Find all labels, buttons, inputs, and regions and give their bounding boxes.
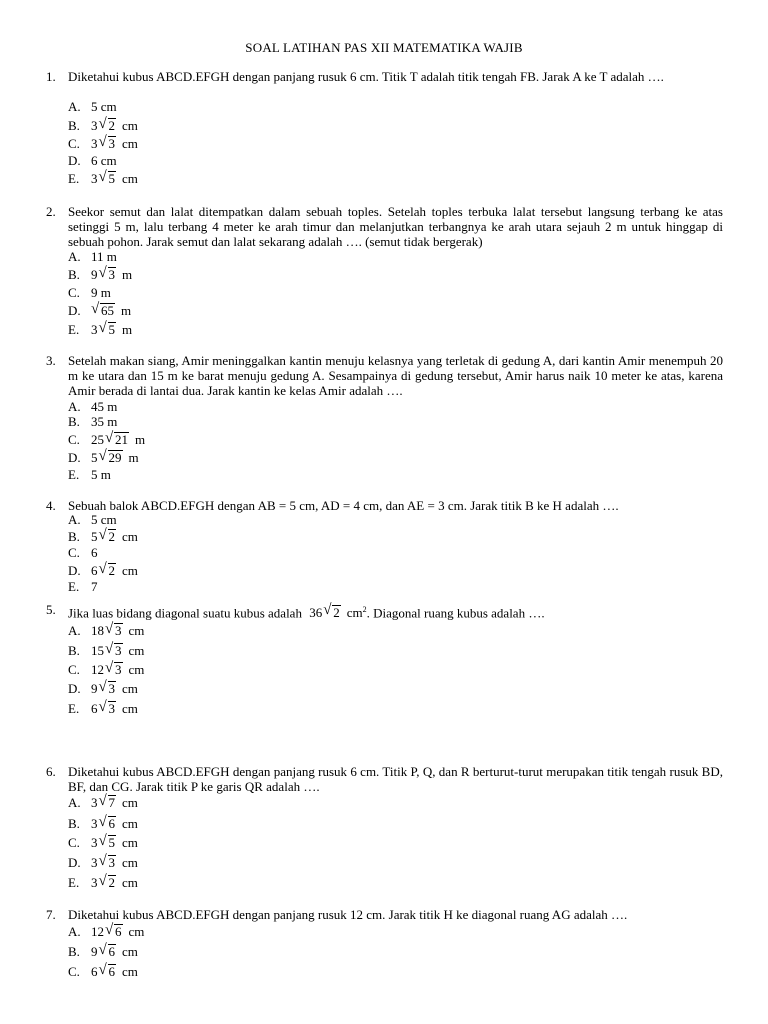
option-a: A. 11 m <box>68 249 117 264</box>
question-number: 3. <box>46 353 56 368</box>
option-c: C. 25 √ 21 m <box>68 430 146 447</box>
option-e: E. 3 √ 2 cm <box>68 873 138 890</box>
option-e: E. 3 √ 5 cm <box>68 169 138 186</box>
option-e: E. 3 √ 5 m <box>68 320 133 337</box>
option-b: B. 5 √ 2 cm <box>68 527 138 544</box>
question-number: 4. <box>46 498 56 513</box>
option-b: B. 9 √ 6 cm <box>68 942 138 959</box>
question-number: 6. <box>46 764 56 779</box>
option-c: C. 6 <box>68 545 98 560</box>
page-title: SOAL LATIHAN PAS XII MATEMATIKA WAJIB <box>245 40 523 55</box>
option-d: D. 6 cm <box>68 153 117 168</box>
question-text: Diketahui kubus ABCD.EFGH dengan panjang rusuk 6 cm. Titik T adalah titik tengah FB. Jarak A ke T adalah …. <box>68 69 664 84</box>
option-d: D. 9 √ 3 cm <box>68 679 138 696</box>
question-number: 2. <box>46 204 56 219</box>
question-text: Jika luas bidang diagonal suatu kubus adalah 36 √ 2 $cm^2$. Diagonal ruang kubus adalah …. <box>68 602 545 621</box>
option-e: E. 7 <box>68 579 98 594</box>
option-b: B. 9 √ 3 m <box>68 265 133 282</box>
question-text: Diketahui kubus ABCD.EFGH dengan panjang rusuk 12 cm. Jarak titik H ke diagonal ruang AG adalah …. <box>68 907 628 922</box>
option-c: C. 6 √ 6 cm <box>68 962 138 979</box>
option-c: C. 12 √ 3 cm <box>68 660 145 677</box>
option-b: B. 35 m <box>68 414 118 429</box>
option-d: D. √ 65 m <box>68 301 132 318</box>
question-text: Diketahui kubus ABCD.EFGH dengan panjang rusuk 6 cm. Titik P, Q, dan R berturut-turut merupakan titik tengah rusuk BD, BF, dan CG. Jarak titik P ke garis QR adalah …. <box>68 764 723 794</box>
option-d: D. 6 √ 2 cm <box>68 561 138 578</box>
question-text: Seekor semut dan lalat ditempatkan dalam sebuah toples. Setelah toples terbuka lalat tersebut langsung terbang ke atas setinggi 5 m, lalu terbang 4 meter ke arah timur dan melanjutkan terbangnya ke arah utara sejauh 2 m untuk hinggap di sebuah pohon. Jarak semut dan lalat sekarang adalah …. (semut tidak bergerak) <box>68 204 723 249</box>
option-c: C. 9 m <box>68 285 111 300</box>
option-b: B. 15 √ 3 cm <box>68 641 145 658</box>
option-c: C. 3 √ 3 cm <box>68 134 138 151</box>
option-a: A. 45 m <box>68 399 118 414</box>
question-number: 7. <box>46 907 56 922</box>
option-a: A. 12 √ 6 cm <box>68 922 145 939</box>
question-number: 5. <box>46 602 56 617</box>
option-d: D. 3 √ 3 cm <box>68 853 138 870</box>
option-a: A. 18 √ 3 cm <box>68 621 145 638</box>
option-a: A. 3 √ 7 cm <box>68 793 138 810</box>
option-c: C. 3 √ 5 cm <box>68 833 138 850</box>
option-e: E. 6 √ 3 cm <box>68 699 138 716</box>
option-d: D. 5 √ 29 m <box>68 448 139 465</box>
question-text: Setelah makan siang, Amir meninggalkan kantin menuju kelasnya yang terletak di gedung A, dari kantin Amir menempuh 20 m ke utara dan 15 m ke barat menuju gedung A. Sesampainya di gedung tersebut, Amir harus naik 10 meter ke atas, karena Amir berada di lantai dua. Jarak kantin ke kelas Amir adalah …. <box>68 353 723 398</box>
option-a: A. 5 cm <box>68 512 117 527</box>
option-b: B. 3 √ 2 cm <box>68 116 138 133</box>
question-text: Sebuah balok ABCD.EFGH dengan AB = 5 cm, AD = 4 cm, dan AE = 3 cm. Jarak titik B ke H adalah …. <box>68 498 619 513</box>
option-e: E. 5 m <box>68 467 111 482</box>
option-a: A. 5 cm <box>68 99 117 114</box>
option-b: B. 3 √ 6 cm <box>68 814 138 831</box>
question-number: 1. <box>46 69 56 84</box>
